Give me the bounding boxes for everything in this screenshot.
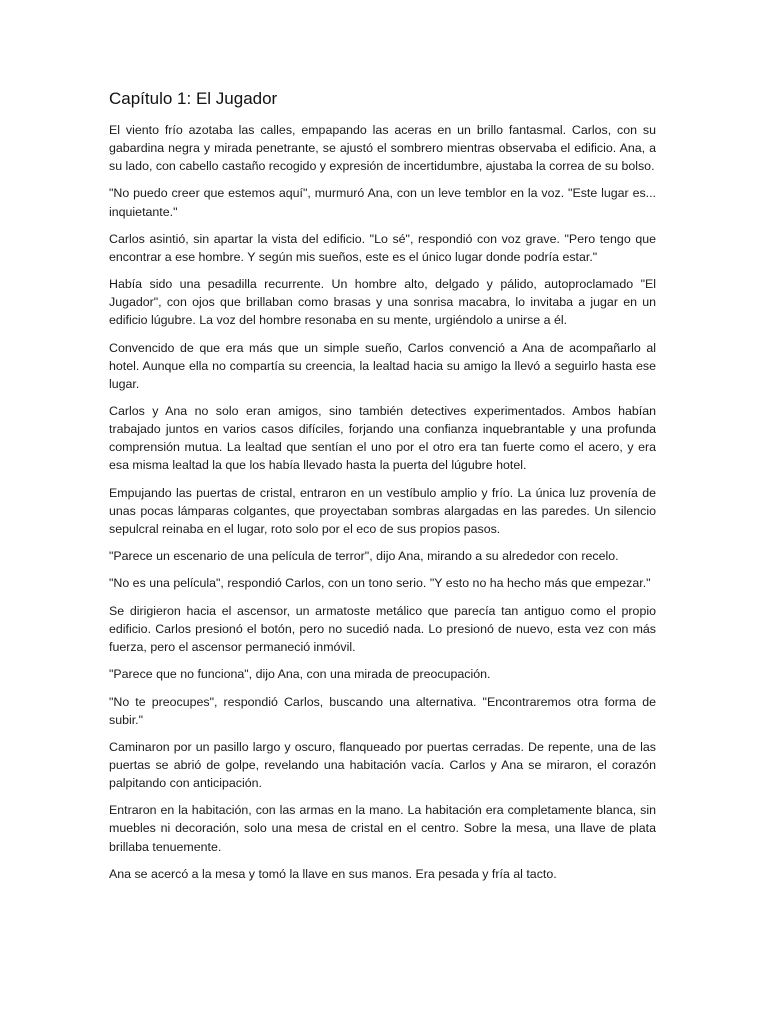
paragraph: Carlos asintió, sin apartar la vista del edificio. "Lo sé", respondió con voz grave. "Pero tengo que encontrar a ese hombre. Y según mis sueños, este es el único lugar donde podría estar." bbox=[109, 231, 656, 264]
paragraph: Había sido una pesadilla recurrente. Un hombre alto, delgado y pálido, autoproclamado "El Jugador", con ojos que brillaban como brasas y una sonrisa macabra, lo invitaba a jugar en un edificio lúgubre. La voz del hombre resonaba en su mente, urgiéndolo a unirse a él. bbox=[109, 277, 656, 328]
document-page bbox=[109, 88, 656, 892]
paragraph: Caminaron por un pasillo largo y oscuro, flanqueado por puertas cerradas. De repente, una de las puertas se abrió de golpe, revelando una habitación vacía. Carlos y Ana se miraron, el corazón palpitando con anticipación. bbox=[109, 739, 656, 791]
paragraph: "No es una película", respondió Carlos, con un tono serio. "Y esto no ha hecho más que empezar." bbox=[109, 576, 651, 591]
paragraph: Entraron en la habitación, con las armas en la mano. La habitación era completamente blanca, sin muebles ni decoración, solo una mesa de cristal en el centro. Sobre la mesa, una llave de plata brillaba tenuemente. bbox=[109, 803, 656, 854]
paragraph: "No te preocupes", respondió Carlos, buscando una alternativa. "Encontraremos otra forma de subir." bbox=[109, 694, 656, 727]
paragraph: Convencido de que era más que un simple sueño, Carlos convenció a Ana de acompañarlo al hotel. Aunque ella no compartía su creencia, la lealtad hacia su amigo la llevó a seguirlo hasta ese lugar. bbox=[109, 340, 656, 391]
chapter-title: Capítulo 1: El Jugador bbox=[109, 89, 278, 108]
paragraph: "No puedo creer que estemos aquí", murmuró Ana, con un leve temblor en la voz. "Este lugar es... inquietante." bbox=[109, 186, 656, 219]
paragraph: "Parece un escenario de una película de terror", dijo Ana, mirando a su alrededor con recelo. bbox=[109, 549, 619, 564]
paragraph: "Parece que no funciona", dijo Ana, con una mirada de preocupación. bbox=[109, 667, 491, 682]
paragraph: Carlos y Ana no solo eran amigos, sino también detectives experimentados. Ambos habían trabajado juntos en varios casos difíciles, forjando una confianza inquebrantable y una profunda comprensión mutua. La lealtad que sentían el uno por el otro era tan fuerte como el acero, y era esa misma lealtad la que los había llevado hasta la puerta del lúgubre hotel. bbox=[109, 404, 656, 473]
paragraph: Se dirigieron hacia el ascensor, un armatoste metálico que parecía tan antiguo como el propio edificio. Carlos presionó el botón, pero no sucedió nada. Lo presionó de nuevo, esta vez con más fuerza, pero el ascensor permaneció inmóvil. bbox=[109, 603, 656, 654]
paragraph: Empujando las puertas de cristal, entraron en un vestíbulo amplio y frío. La única luz provenía de unas pocas lámparas colgantes, que proyectaban sombras alargadas en las paredes. Un silencio sepulcral reinaba en el lugar, roto solo por el eco de sus propios pasos. bbox=[109, 485, 656, 536]
paragraph: Ana se acercó a la mesa y tomó la llave en sus manos. Era pesada y fría al tacto. bbox=[109, 866, 557, 881]
paragraph: El viento frío azotaba las calles, empapando las aceras en un brillo fantasmal. Carlos, con su gabardina negra y mirada penetrante, se ajustó el sombrero mientras observaba el edificio. Ana, a su lado, con cabello castaño recogido y expresión de incertidumbre, ajustaba la correa de su bolso. bbox=[109, 123, 656, 174]
